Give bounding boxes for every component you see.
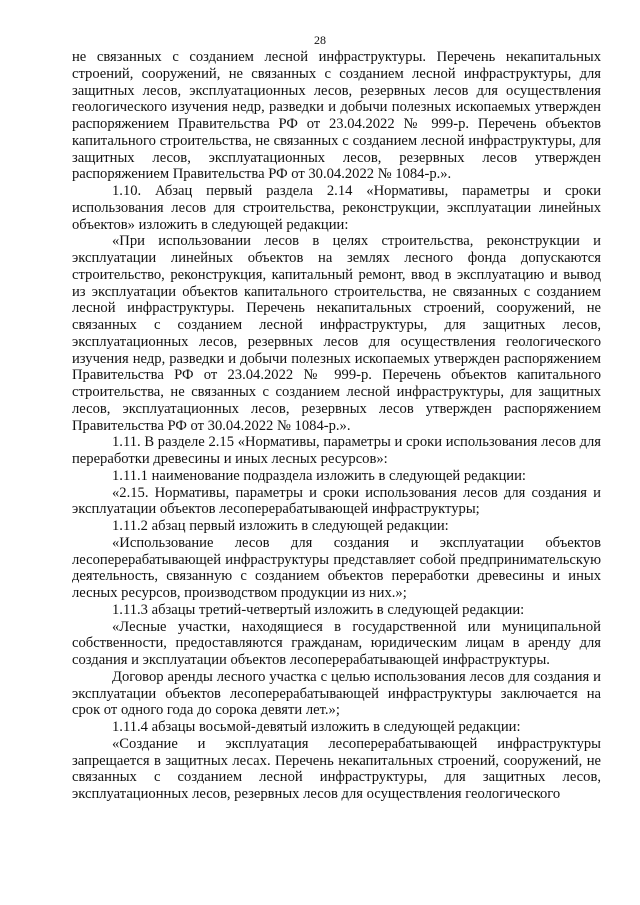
paragraph-item-1-10: 1.10. Абзац первый раздела 2.14 «Нормативы, параметры и сроки использования лесов для строительства, реконструкции, эксплуатации линейных объектов» изложить в следующей редакции: [72, 183, 601, 233]
paragraph-continuation: не связанных с созданием лесной инфраструктуры. Перечень некапитальных строений, сооружений, не связанных с созданием лесной инфраструктуры, для защитных лесов, эксплуатационных лесов, резервных лесов для осуществления геологического изучения недр, разведки и добычи полезных ископаемых утвержден распоряжением Правительства РФ от 23.04.2022 № 999-р. Перечень объектов капитального строительства, не связанных с созданием лесной инфраструктуры, для защитных лесов, эксплуатационных лесов, резервных лесов утвержден распоряжением Правительства РФ от 30.04.2022 № 1084-р.». [72, 49, 601, 183]
paragraph-quote-2-15-title: «2.15. Нормативы, параметры и сроки использования лесов для создания и эксплуатации объектов лесоперерабатывающей инфраструктуры; [72, 484, 601, 518]
paragraph-quote-prohibition: «Создание и эксплуатация лесоперерабатывающей инфраструктуры запрещается в защитных лесах. Перечень некапитальных строений, сооружений, не связанных с созданием лесной инфраструктуры, для защитных лесов, эксплуатационных лесов, резервных лесов для осуществления геологического [72, 735, 601, 802]
document-body [72, 49, 601, 803]
paragraph-item-1-11-2: 1.11.2 абзац первый изложить в следующей редакции: [112, 518, 449, 534]
paragraph-quote-2-14: «При использовании лесов в целях строительства, реконструкции и эксплуатации линейных объектов на землях лесного фонда допускаются строительство, реконструкция, капитальный ремонт, ввод в эксплуатацию и вывод из эксплуатации объектов капитального строительства, не связанных с созданием лесной инфраструктуры. Перечень некапитальных строений, сооружений, не связанных с созданием лесной инфраструктуры, для защитных лесов, эксплуатационных лесов, резервных лесов для осуществления геологического изучения недр, разведки и добычи полезных ископаемых утвержден распоряжением Правительства РФ от 23.04.2022 № 999-р. Перечень объектов капитального строительства, не связанных с созданием лесной инфраструктуры, для защитных лесов, эксплуатационных лесов, резервных лесов утвержден распоряжением Правительства РФ от 30.04.2022 № 1084-р.». [72, 233, 601, 434]
paragraph-item-1-11: 1.11. В разделе 2.15 «Нормативы, параметры и сроки использования лесов для переработки древесины и иных лесных ресурсов»: [72, 434, 601, 467]
paragraph-quote-land-plots: «Лесные участки, находящиеся в государственной или муниципальной собственности, предоставляются гражданам, юридическим лицам в аренду для создания и эксплуатации объектов лесоперерабатывающей инфраструктуры. [72, 618, 601, 668]
paragraph-lease-term: Договор аренды лесного участка с целью использования лесов для создания и эксплуатации объектов лесоперерабатывающей инфраструктуры заключается на срок от одного года до сорока девяти лет.»; [72, 668, 601, 719]
paragraph-item-1-11-1: 1.11.1 наименование подраздела изложить в следующей редакции: [112, 467, 526, 484]
paragraph-quote-usage: «Использование лесов для создания и эксплуатации объектов лесоперерабатывающей инфраструктуры представляет собой предпринимательскую деятельность, связанную с созданием объектов переработки древесины и иных лесных ресурсов, производством продукции из них.»; [72, 534, 601, 601]
paragraph-item-1-11-4: 1.11.4 абзацы восьмой-девятый изложить в следующей редакции: [112, 719, 521, 735]
paragraph-item-1-11-3: 1.11.3 абзацы третий-четвертый изложить в следующей редакции: [112, 601, 525, 618]
page-number: 28 [314, 33, 326, 47]
